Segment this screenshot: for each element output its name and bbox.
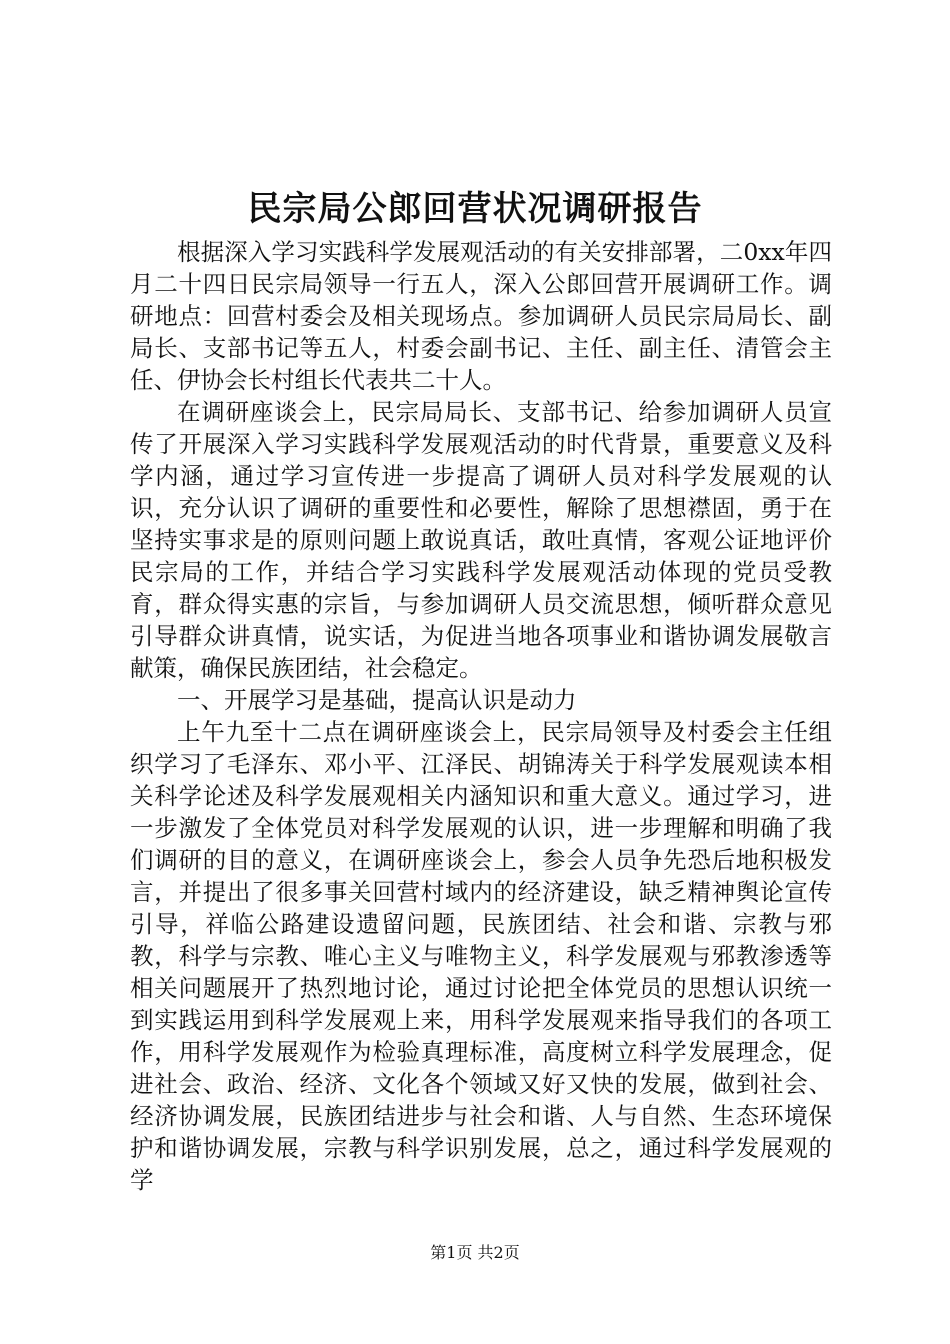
document-title: 民宗局公郎回营状况调研报告 <box>247 189 703 229</box>
paragraph-intro: 根据深入学习实践科学发展观活动的有关安排部署，二0xx年四月二十四日民宗局领导一行五人，深入公郎回营开展调研工作。调研地点：回营村委会及相关现场点。参加调研人员民宗局局长、副局长、支部书记等五人，村委会副书记、主任、副主任、清管会主任、伊协会长村组长代表共二十人。 <box>130 238 832 394</box>
section-heading-1: 一、开展学习是基础，提高认识是动力 <box>177 686 577 714</box>
paragraph-meeting: 在调研座谈会上，民宗局局长、支部书记、给参加调研人员宣传了开展深入学习实践科学发展观活动的时代背景，重要意义及科学内涵，通过学习宣传进一步提高了调研人员对科学发展观的认识，充分认识了调研的重要性和必要性，解除了思想襟固，勇于在坚持实事求是的原则问题上敢说真话，敢吐真情，客观公证地评价民宗局的工作，并结合学习实践科学发展观活动体现的党员受教育，群众得实惠的宗旨，与参加调研人员交流思想，倾听群众意见引导群众讲真情，说实话，为促进当地各项事业和谐协调发展敬言献策，确保民族团结，社会稳定。 <box>130 398 832 682</box>
document-body <box>130 236 832 1196</box>
page-footer: 第1页 共2页 <box>430 1243 520 1262</box>
paragraph-study: 上午九至十二点在调研座谈会上，民宗局领导及村委会主任组织学习了毛泽东、邓小平、江泽民、胡锦涛关于科学发展观读本相关科学论述及科学发展观相关内涵知识和重大意义。通过学习，进一步激发了全体党员对科学发展观的认识，进一步理解和明确了我们调研的目的意义，在调研座谈会上，参会人员争先恐后地积极发言，并提出了很多事关回营村域内的经济建设，缺乏精神舆论宣传引导，祥临公路建设遗留问题，民族团结、社会和谐、宗教与邪教，科学与宗教、唯心主义与唯物主义，科学发展观与邪教渗透等相关问题展开了热烈地讨论，通过讨论把全体党员的思想认识统一到实践运用到科学发展观上来，用科学发展观来指导我们的各项工作，用科学发展观作为检验真理标准，高度树立科学发展理念，促进社会、政治、经济、文化各个领域又好又快的发展，做到社会、经济协调发展，民族团结进步与社会和谐、人与自然、生态环境保护和谐协调发展，宗教与科学识别发展，总之，通过科学发展观的学 <box>130 718 832 1194</box>
